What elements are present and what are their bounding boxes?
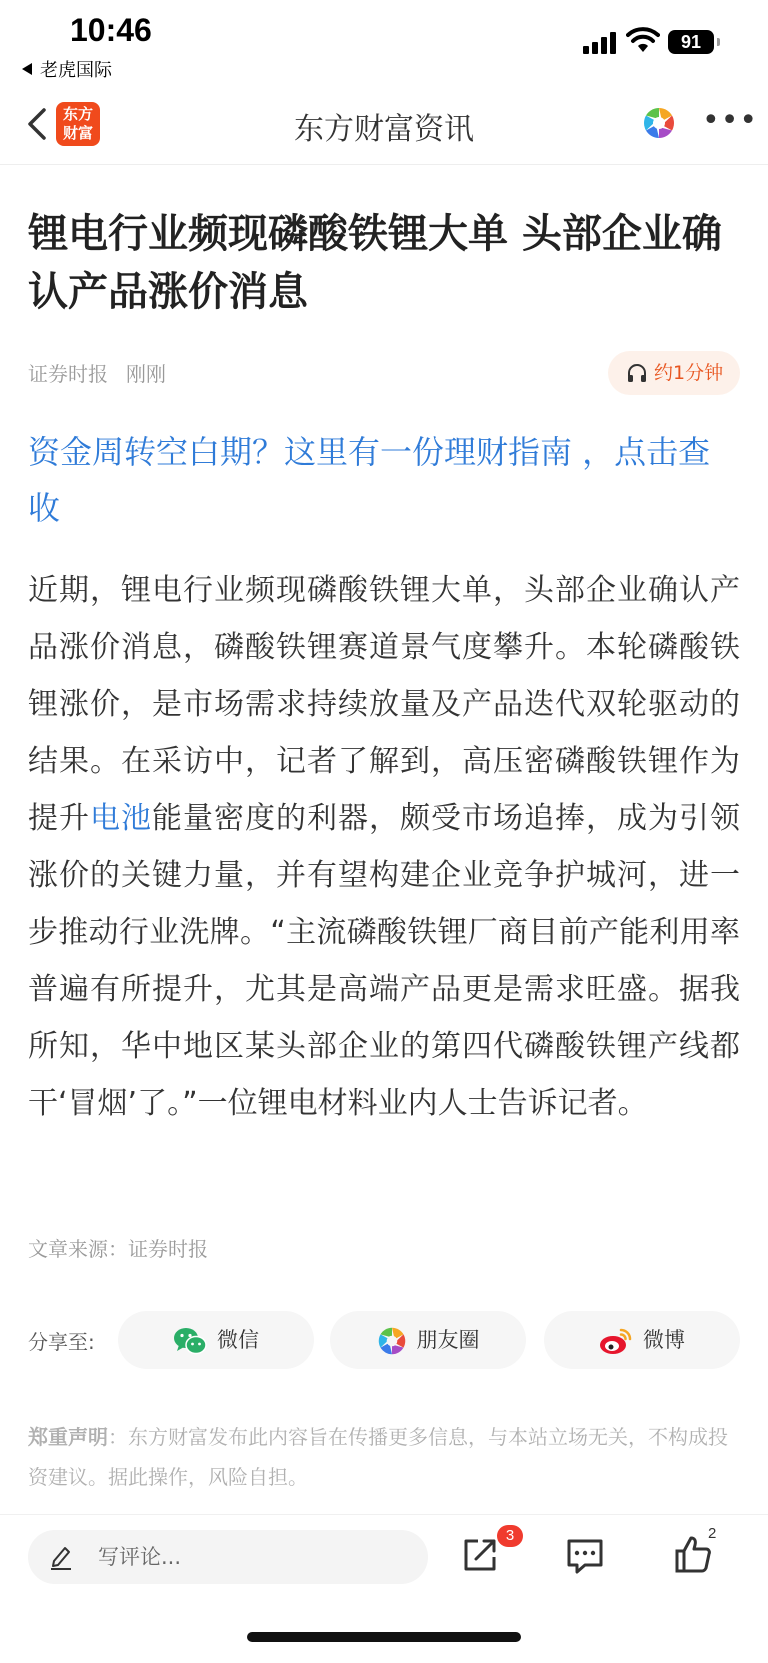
comment-icon[interactable] [563,1533,607,1577]
share-weibo-button[interactable] [544,1311,740,1369]
battery-keyword-link[interactable]: 电池 [90,801,152,836]
logo-line-2: 财富 [62,124,93,142]
home-indicator[interactable] [247,1632,521,1642]
body-text-part2: 能量密度的利器，颇受市场追捧，成为引领涨价的关键力量，并有望构建企业竞争护城河，进一步推动行业洗牌。“主流磷酸铁锂厂商目前产能利用率普遍有所提升，尤其是高端产品更是需求旺盛。据我所知，华中地区某头部企业的第四代磷酸铁锂产线都干‘冒烟’了。”一位锂电材料业内人士告诉记者。 [28,801,740,1121]
moments-share-icon[interactable] [642,106,676,140]
share-wechat-button[interactable] [118,1311,314,1369]
back-triangle-icon [22,63,32,75]
article-meta [28,358,166,387]
nav-title: 东方财富资讯 [294,112,474,147]
disclaimer [28,1417,740,1497]
back-to-app-link[interactable] [22,56,112,82]
moments-icon [377,1326,407,1356]
body-text-part1: 近期，锂电行业频现磷酸铁锂大单，头部企业确认产品涨价消息，磷酸铁锂赛道景气度攀升。本轮磷酸铁锂涨价，是市场需求持续放量及产品迭代双轮驱动的结果。在采访中，记者了解到，高压密磷酸铁锂作为提升 [28,573,740,836]
pencil-icon [48,1543,74,1571]
comment-input[interactable] [28,1530,428,1584]
weibo-icon [599,1326,633,1356]
disclaimer-title: 郑重声明 [28,1425,108,1449]
status-bar [0,0,768,86]
cellular-signal-icon [583,30,619,54]
share-wechat-label: 微信 [217,1328,259,1352]
logo-line-1: 东方 [62,105,93,123]
nav-bar [0,86,768,165]
share-weibo-label: 微博 [643,1328,685,1352]
share-label: 分享至: [28,1330,95,1354]
article-body [28,562,740,1132]
article-source: 文章来源：证券时报 [28,1237,208,1261]
article-headline: 锂电行业频现磷酸铁锂大单 头部企业确认产品涨价消息 [28,211,722,315]
disclaimer-text: ：东方财富发布此内容旨在传播更多信息，与本站立场无关，不构成投资建议。据此操作，风险自担。 [28,1425,728,1489]
listen-button[interactable] [608,351,740,395]
more-options-icon[interactable]: ••• [702,103,759,138]
promo-link[interactable]: 资金周转空白期？这里有一份理财指南 ，点击查收 [28,433,711,527]
meta-source: 证券时报 [28,362,108,386]
meta-time: 刚刚 [126,362,166,386]
listen-label: 约1分钟 [654,362,724,384]
share-count-badge: 3 [497,1525,523,1547]
comment-placeholder: 写评论... [98,1545,182,1569]
wifi-icon [626,26,660,54]
share-out-icon[interactable] [458,1533,502,1577]
status-time: 10:46 [70,12,152,48]
like-count: 2 [708,1525,717,1542]
wechat-icon [173,1326,207,1356]
share-moments-button[interactable] [330,1311,526,1369]
headphones-icon [626,362,648,384]
back-app-label: 老虎国际 [40,60,112,81]
share-moments-label: 朋友圈 [416,1328,480,1352]
battery-indicator: 91 [668,30,714,54]
